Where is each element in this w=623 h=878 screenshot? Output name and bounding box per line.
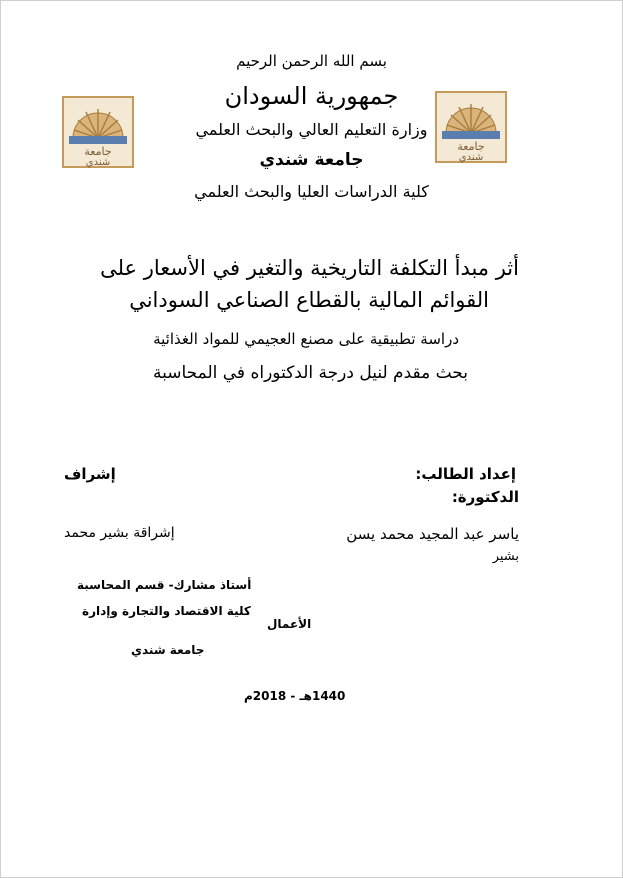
supervisor-position: أستاذ مشارك- قسم المحاسبة (77, 578, 252, 592)
student-name: ياسر عبد المجيد محمد يسن (346, 525, 519, 543)
basmala: بسم الله الرحمن الرحيم (236, 52, 387, 70)
supervisor-university: جامعة شندي (131, 643, 205, 657)
country-name: جمهورية السودان (224, 82, 399, 110)
thesis-subtitle: دراسة تطبيقية على مصنع العجيمي للمواد الغذائية (153, 330, 459, 348)
college-name: كلية الدراسات العليا والبحث العلمي (194, 182, 429, 201)
svg-text:جامعة: جامعة (84, 145, 112, 158)
supervisor-college: كلية الاقتصاد والتجارة وإدارة (82, 604, 251, 618)
university-logo-right-icon (432, 87, 510, 167)
ministry-name: وزارة التعليم العالي والبحث العلمي (195, 120, 428, 139)
university-name: جامعة شندي (259, 150, 364, 170)
svg-text:شندي: شندي (85, 157, 111, 168)
university-logo-left-icon (59, 92, 137, 172)
supervisor-label: إشراف (64, 465, 116, 483)
degree-statement: بحث مقدم لنيل درجة الدكتوراه في المحاسبة (152, 363, 468, 383)
date-line: 1440هـ - 2018م (244, 689, 346, 703)
student-label: إعداد الطالب: (415, 465, 516, 483)
supervisor-name: إشراقة بشير محمد (64, 525, 175, 541)
thesis-title-line-1: أثر مبدأ التكلفة التاريخية والتغير في الأسعار على (100, 256, 519, 280)
supervisor-college-continued: الأعمال (267, 617, 312, 631)
student-title-label: الدكتورة: (451, 488, 519, 506)
thesis-title-line-2: القوائم المالية بالقطاع الصناعي السوداني (129, 288, 489, 312)
svg-text:جامعة: جامعة (457, 140, 485, 153)
student-name-continued: بشير (492, 549, 519, 564)
svg-text:شندي: شندي (458, 152, 484, 163)
